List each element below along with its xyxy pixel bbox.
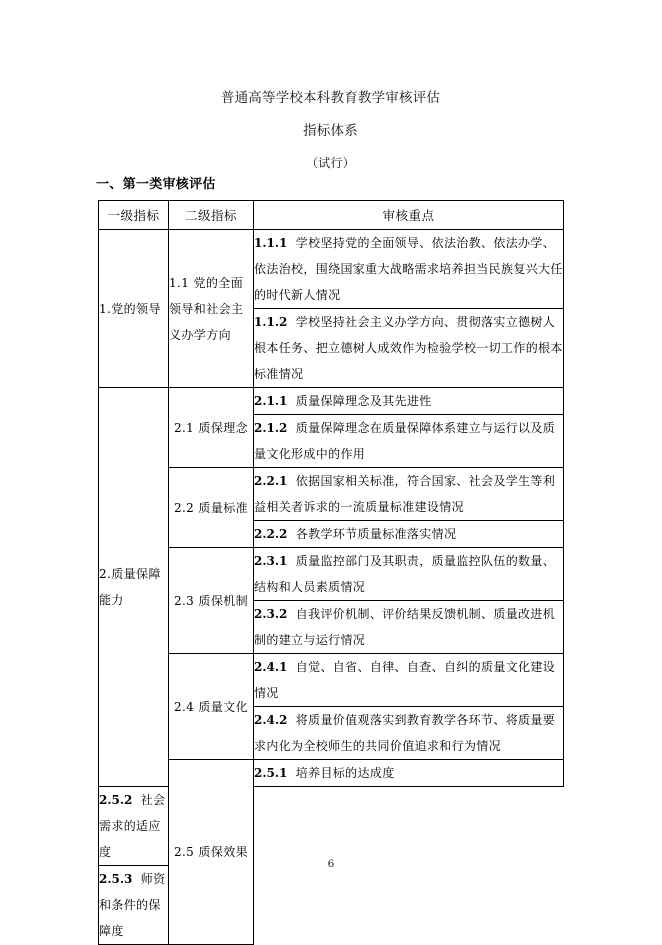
page-title: 普通高等学校本科教育教学审核评估 — [220, 90, 441, 106]
review-point-text: 依据国家相关标准，符合国家、社会及学生等利益相关者诉求的一流质量标准建设情况 — [254, 474, 556, 514]
table-row — [99, 760, 564, 787]
column-header-level2: 二级指标 — [169, 201, 254, 230]
review-point-number: 2.5.3 — [99, 872, 133, 886]
review-point-separator — [287, 713, 295, 727]
trial-note: （试行） — [306, 156, 355, 170]
page-number: 6 — [327, 858, 335, 870]
review-point-separator — [287, 236, 295, 250]
level2-indicator-cell: 2.3 质保机制 — [169, 548, 254, 654]
table-header — [99, 201, 564, 230]
review-point-text: 师资和条件的保障度 — [99, 872, 166, 938]
table-row — [99, 230, 564, 309]
table-row — [99, 787, 564, 866]
review-point-text: 学校坚持党的全面领导、依法治教、依法办学、依法治校，围绕国家重大战略需求培养担当民族复兴大任的时代新人情况 — [254, 236, 563, 302]
level2-indicator-cell: 2.2 质量标准 — [169, 468, 254, 548]
review-point-number: 2.5.2 — [99, 793, 133, 807]
review-point-cell — [254, 468, 564, 521]
review-point-cell — [254, 309, 564, 388]
review-point-text: 各教学环节质量标准落实情况 — [295, 527, 457, 541]
level2-indicator-cell: 2.4 质量文化 — [169, 654, 254, 760]
review-point-text: 自觉、自省、自律、自查、自纠的质量文化建设情况 — [254, 660, 556, 700]
review-point-number: 1.1.2 — [254, 315, 288, 329]
review-point-separator — [287, 421, 295, 435]
review-point-separator — [287, 315, 295, 329]
review-point-number: 2.3.1 — [254, 554, 288, 568]
review-point-cell — [254, 654, 564, 707]
section-heading: 一、第一类审核评估 — [96, 177, 216, 192]
review-point-text: 社会需求的适应度 — [99, 793, 166, 859]
review-point-cell — [254, 388, 564, 415]
review-point-separator — [132, 793, 140, 807]
level1-indicator-cell: 2.质量保障能力 — [99, 388, 169, 787]
review-point-cell — [254, 707, 564, 760]
review-point-number: 2.1.2 — [254, 421, 288, 435]
review-point-text: 质量监控部门及其职责，质量监控队伍的数量、结构和人员素质情况 — [254, 554, 556, 594]
table-body — [99, 230, 564, 945]
review-point-cell — [254, 548, 564, 601]
review-point-cell — [254, 521, 564, 548]
review-point-number: 2.4.1 — [254, 660, 288, 674]
table-header-row — [99, 201, 564, 230]
evaluation-index-table — [98, 200, 564, 945]
review-point-separator — [287, 474, 295, 488]
review-point-cell — [254, 760, 564, 787]
review-point-text: 质量保障理念在质量保障体系建立与运行以及质量文化形成中的作用 — [254, 421, 556, 461]
review-point-separator — [287, 554, 295, 568]
review-point-number: 2.2.1 — [254, 474, 288, 488]
review-point-separator — [287, 527, 295, 541]
table-row — [99, 548, 564, 601]
review-point-text: 学校坚持社会主义办学方向、贯彻落实立德树人根本任务、把立德树人成效作为检验学校一切工作的根本标准情况 — [254, 315, 563, 381]
review-point-separator — [287, 394, 295, 408]
review-point-number: 2.1.1 — [254, 394, 288, 408]
review-point-separator — [132, 872, 140, 886]
review-point-separator — [287, 766, 295, 780]
table-row — [99, 866, 564, 945]
page-subtitle: 指标体系 — [303, 123, 358, 139]
review-point-separator — [287, 607, 295, 621]
table-row — [99, 388, 564, 415]
review-point-number: 2.2.2 — [254, 527, 288, 541]
level2-indicator-cell: 2.5 质保效果 — [169, 760, 254, 945]
review-point-number: 2.5.1 — [254, 766, 288, 780]
review-point-cell — [254, 415, 564, 468]
review-point-cell — [254, 230, 564, 309]
level1-indicator-cell: 1.党的领导 — [99, 230, 169, 388]
review-point-cell — [254, 601, 564, 654]
review-point-text: 将质量价值观落实到教育教学各环节、将质量要求内化为全校师生的共同价值追求和行为情况 — [254, 713, 556, 753]
review-point-text: 自我评价机制、评价结果反馈机制、质量改进机制的建立与运行情况 — [254, 607, 556, 647]
title-block — [98, 82, 563, 179]
review-point-text: 培养目标的达成度 — [295, 766, 395, 780]
review-point-cell — [99, 866, 169, 945]
table-row — [99, 654, 564, 707]
table-row — [99, 468, 564, 521]
review-point-separator — [287, 660, 295, 674]
review-point-number: 2.3.2 — [254, 607, 288, 621]
level2-indicator-cell: 1.1 党的全面领导和社会主义办学方向 — [169, 230, 254, 388]
level2-indicator-cell: 2.1 质保理念 — [169, 388, 254, 468]
review-point-cell — [99, 787, 169, 866]
review-point-number: 1.1.1 — [254, 236, 288, 250]
column-header-level1: 一级指标 — [99, 201, 169, 230]
column-header-points: 审核重点 — [254, 201, 564, 230]
review-point-text: 质量保障理念及其先进性 — [295, 394, 432, 408]
review-point-number: 2.4.2 — [254, 713, 288, 727]
